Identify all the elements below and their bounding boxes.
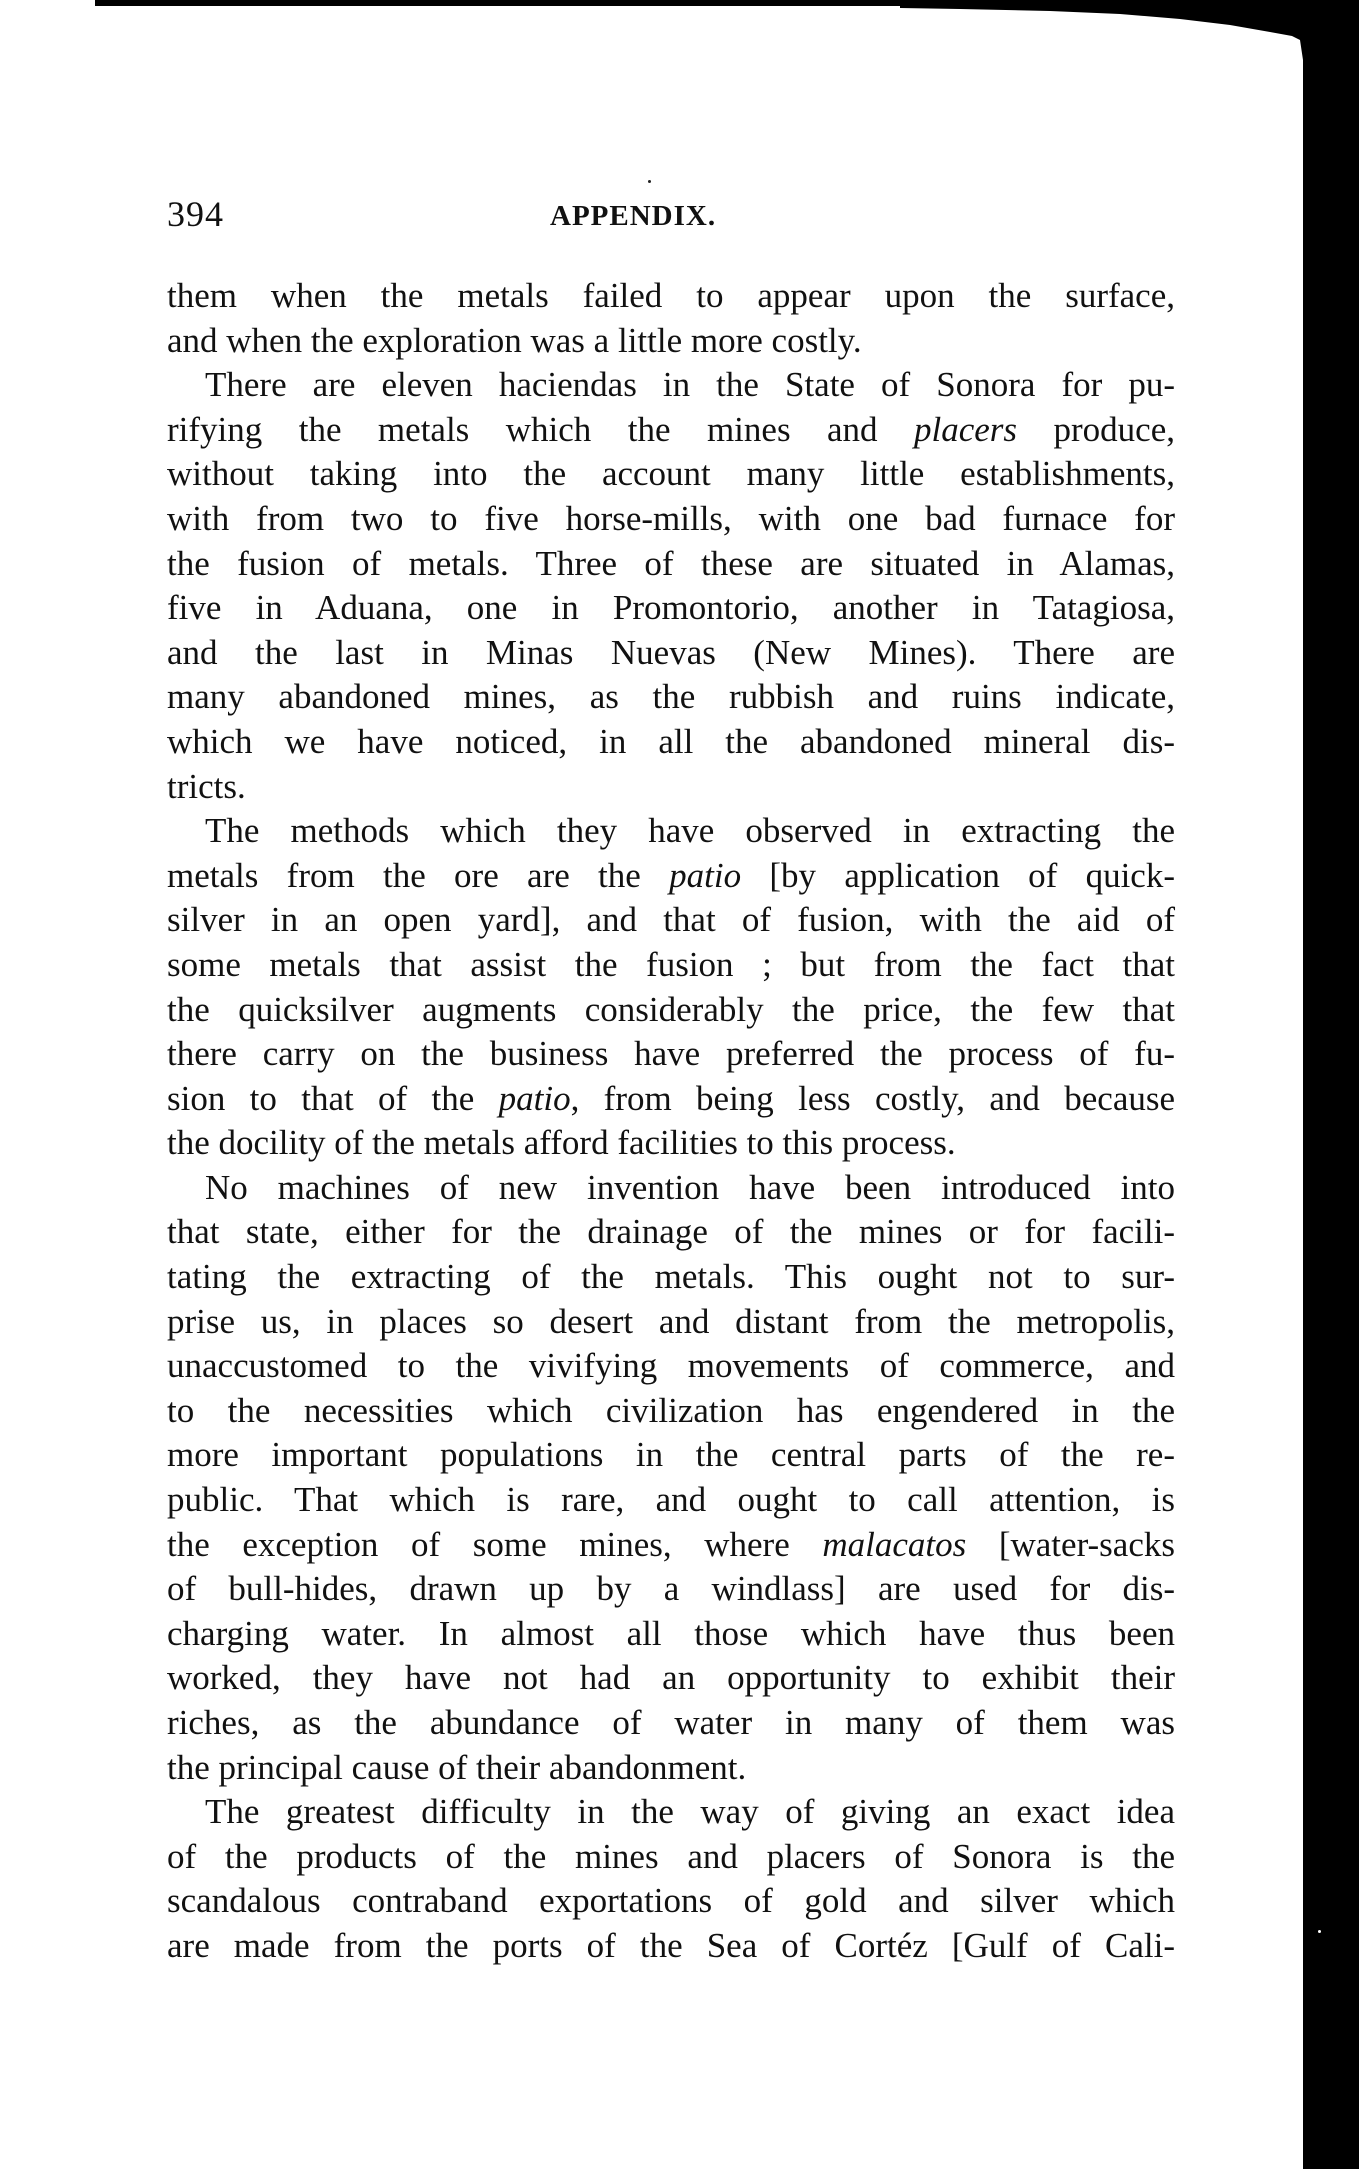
italic-term: patio	[498, 1078, 571, 1118]
text-segment: rifying the metals which the mines and	[167, 409, 915, 449]
text-line: tating the extracting of the metals. This ought not to sur-	[167, 1257, 1175, 1297]
text-line: of bull-hides, drawn up by a windlass] are used for dis-	[167, 1569, 1175, 1609]
text-line: The greatest difficulty in the way of giving an exact idea	[205, 1792, 1175, 1832]
text-line: silver in an open yard], and that of fusion, with the aid of	[167, 900, 1175, 940]
text-line: the quicksilver augments considerably the price, the few that	[167, 989, 1175, 1029]
text-line: the principal cause of their abandonment.	[167, 1747, 747, 1787]
text-line	[167, 408, 1175, 453]
text-line: with from two to five horse-mills, with one bad furnace for	[167, 498, 1175, 538]
text-segment: sion to that of the	[167, 1078, 499, 1118]
italic-term: patio	[669, 855, 742, 895]
text-line: some metals that assist the fusion ; but from the fact that	[167, 944, 1175, 984]
text-line: that state, either for the drainage of the mines or for facili-	[167, 1212, 1175, 1252]
text-line: without taking into the account many little establishments,	[167, 454, 1175, 494]
text-line: prise us, in places so desert and distant from the metropolis,	[167, 1301, 1175, 1341]
page-header	[167, 192, 1177, 236]
body-text	[167, 274, 1175, 1969]
text-line: public. That which is rare, and ought to call attention, is	[167, 1480, 1175, 1520]
text-line: many abandoned mines, as the rubbish and ruins indicate,	[167, 677, 1175, 717]
text-line: worked, they have not had an opportunity to exhibit their	[167, 1658, 1175, 1698]
text-line: there carry on the business have preferred the process of fu-	[167, 1034, 1175, 1074]
text-line: and the last in Minas Nuevas (New Mines). There are	[167, 632, 1175, 672]
scan-speck	[648, 180, 651, 183]
italic-term: malacatos	[822, 1524, 967, 1564]
scan-border-right	[1303, 0, 1359, 2169]
text-line: There are eleven haciendas in the State of Sonora for pu-	[205, 365, 1175, 405]
page-number: 394	[167, 194, 224, 234]
running-head: APPENDIX.	[550, 200, 717, 232]
text-line: them when the metals failed to appear upon the surface,	[167, 276, 1175, 315]
text-segment: metals from the ore are the	[167, 855, 670, 895]
text-line: scandalous contraband exportations of gold and silver which	[167, 1881, 1175, 1921]
text-line: the docility of the metals afford facilities to this process.	[167, 1123, 956, 1163]
text-line	[167, 1077, 1175, 1122]
text-segment: the exception of some mines, where	[167, 1524, 823, 1564]
text-segment: produce,	[1017, 409, 1175, 449]
text-line	[167, 854, 1175, 899]
text-line: No machines of new invention have been introduced into	[205, 1167, 1175, 1207]
text-segment: [by application of quick-	[741, 855, 1175, 895]
text-line: riches, as the abundance of water in many of them was	[167, 1703, 1175, 1742]
text-line: of the products of the mines and placers of Sonora is the	[167, 1836, 1175, 1876]
text-line: which we have noticed, in all the abandoned mineral dis-	[167, 721, 1175, 761]
text-line: The methods which they have observed in extracting the	[205, 811, 1175, 851]
text-segment: , from being less costly, and because	[570, 1078, 1176, 1118]
text-line: the fusion of metals. Three of these are situated in Alamas,	[167, 543, 1175, 583]
text-line: tricts.	[167, 766, 246, 806]
italic-term: placers	[914, 409, 1018, 449]
scan-border-corner	[900, 0, 1359, 60]
text-segment: [water-sacks	[966, 1524, 1175, 1564]
text-line: unaccustomed to the vivifying movements of commerce, and	[167, 1346, 1175, 1386]
text-line: more important populations in the central parts of the re-	[167, 1435, 1175, 1475]
text-line: to the necessities which civilization has engendered in the	[167, 1390, 1175, 1430]
text-line: and when the exploration was a little more costly.	[167, 320, 862, 360]
text-line: five in Aduana, one in Promontorio, another in Tatagiosa,	[167, 588, 1175, 628]
text-line: charging water. In almost all those which have thus been	[167, 1613, 1175, 1653]
text-line	[167, 1523, 1175, 1568]
text-line: are made from the ports of the Sea of Cortéz [Gulf of Cali-	[167, 1925, 1175, 1965]
scan-speck	[1318, 1930, 1321, 1933]
